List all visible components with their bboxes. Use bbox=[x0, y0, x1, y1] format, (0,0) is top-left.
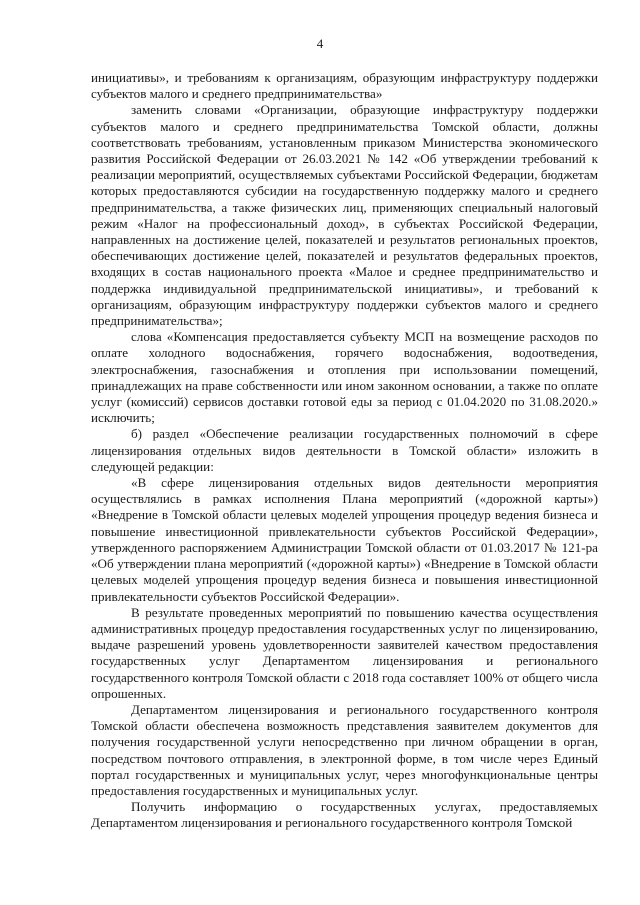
paragraph-2: заменить словами «Организации, образующие инфраструктуру поддержки субъектов малого и среднего предпринимательства Томской области, должны соответствовать требованиям, установленным приказом Министерства экономического развития Российской Федерации от 26.03.2021 № 142 «Об утверждении требований к реализации мероприятий, осуществляемых субъектами Российской Федерации, бюджетам которых предоставляются субсидии на государственную поддержку малого и среднего предпринимательства, а также физических лиц, применяющих специальный налоговый режим «Налог на профессиональный доход», в субъектах Российской Федерации, направленных на достижение целей, показателей и результатов региональных проектов, обеспечивающих достижение целей, показателей и результатов федеральных проектов, входящих в состав национального проекта «Малое и среднее предпринимательство и поддержка индивидуальной предпринимательской инициативы», и требований к организациям, образующим инфраструктуру поддержки субъектов малого и среднего предпринимательства»; bbox=[91, 102, 598, 329]
page-number: 4 bbox=[316, 36, 324, 51]
paragraph-8: Получить информацию о государственных услугах, предоставляемых Департаментом лицензирования и регионального государственного контроля Томской bbox=[91, 799, 598, 831]
paragraph-4: б) раздел «Обеспечение реализации государственных полномочий в сфере лицензирования отдельных видов деятельности в Томской области» изложить в следующей редакции: bbox=[91, 426, 598, 474]
document-body bbox=[91, 70, 598, 832]
paragraph-5: «В сфере лицензирования отдельных видов деятельности мероприятия осуществлялись в рамках исполнения Плана мероприятий («дорожной карты») «Внедрение в Томской области целевых моделей упрощения процедур ведения бизнеса и повышение инвестиционной привлекательности субъектов Российской Федерации», утвержденного распоряжением Администрации Томской области от 01.03.2017 № 121-ра «Об утверждении плана мероприятий («дорожной карты») «Внедрение в Томской области целевых моделей упрощения процедур ведения бизнеса и повышения инвестиционной привлекательности субъектов Российской Федерации». bbox=[91, 475, 598, 604]
paragraph-3: слова «Компенсация предоставляется субъекту МСП на возмещение расходов по оплате холодного водоснабжения, горячего водоснабжения, водоотведения, электроснабжения, газоснабжения и отопления при использовании помещений, принадлежащих на праве собственности или ином законном основании, а также по оплате услуг (комиссий) сервисов доставки готовой еды за период с 01.04.2020 по 31.08.2020.» исключить; bbox=[91, 329, 598, 426]
paragraph-7: Департаментом лицензирования и регионального государственного контроля Томской области обеспечена возможность представления заявителем документов для получения государственной услуги непосредственно при личном обращении в орган, посредством почтового отправления, в электронной форме, в том числе через Единый портал государственных и муниципальных услуг, через многофункциональные центры предоставления государственных и муниципальных услуг. bbox=[91, 701, 598, 798]
paragraph-1: инициативы», и требованиям к организациям, образующим инфраструктуру поддержки субъектов малого и среднего предпринимательства» bbox=[91, 70, 598, 102]
paragraph-6: В результате проведенных мероприятий по повышению качества осуществления административных процедур предоставления государственных услуг по лицензированию, выдаче разрешений уровень удовлетворенности заявителей качеством предоставления государственных услуг Департаментом лицензирования и регионального государственного контроля Томской области с 2018 года составляет 100% от общего числа опрошенных. bbox=[91, 604, 598, 701]
